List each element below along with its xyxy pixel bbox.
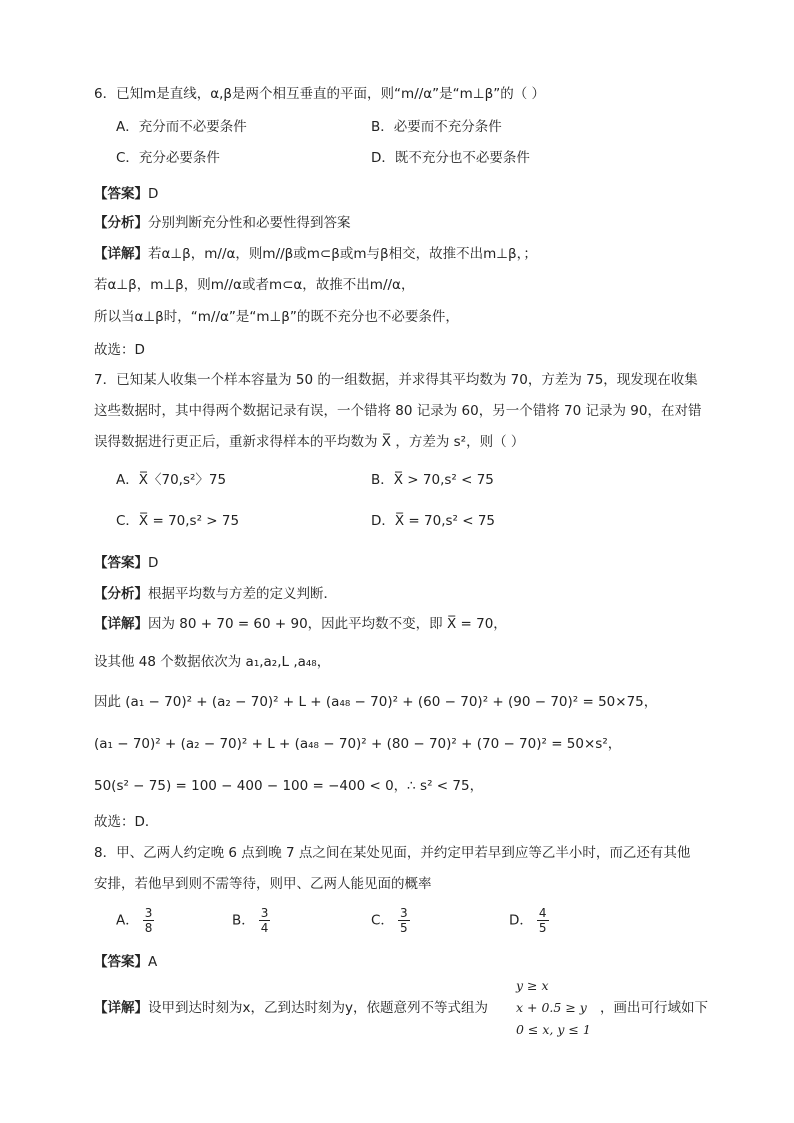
q7-detail-line-4: (a₁ − 70)² + (a₂ − 70)² + L + (a₄₈ − 70)² + (80 − 70)² + (70 − 70)² = 50×s²，	[94, 736, 622, 752]
analysis-text: 根据平均数与方差的定义判断．	[148, 586, 337, 602]
answer-tag: 【答案】	[94, 186, 148, 202]
answer-value: D	[148, 555, 159, 571]
detail-text: 若α⊥β，m//α，则m//β或m⊂β或m与β相交，故推不出m⊥β，；	[148, 246, 537, 262]
fraction-numerator: 3	[144, 906, 153, 920]
q6-option-c: C．充分必要条件	[116, 150, 220, 166]
q6-detail-line-1	[94, 244, 537, 264]
fraction-numerator: 3	[399, 906, 408, 920]
q7-choose: 故选：D．	[94, 814, 159, 830]
detail-tag: 【详解】	[94, 1000, 148, 1016]
q7-stem-line-3: 误得数据进行更正后，重新求得样本的平均数为 X̅ ，方差为 s²，则（ ）	[94, 434, 525, 450]
analysis-tag: 【分析】	[94, 215, 148, 231]
q6-detail-line-2: 若α⊥β，m⊥β，则m//α或者m⊂α，故推不出m//α，	[94, 277, 415, 293]
analysis-text: 分别判断充分性和必要性得到答案	[148, 215, 351, 231]
option-fraction	[537, 906, 549, 935]
q6-option-a: A．充分而不必要条件	[116, 119, 247, 135]
q6-detail-line-3: 所以当α⊥β时，“m//α”是“m⊥β”的既不充分也不必要条件，	[94, 309, 459, 325]
q7-detail-line-3: 因此 (a₁ − 70)² + (a₂ − 70)² + L + (a₄₈ − 70)² + (60 − 70)² + (90 − 70)² = 50×75，	[94, 694, 658, 710]
q6-stem: 6．已知m是直线，α,β是两个相互垂直的平面，则“m//α”是“m⊥β”的（ ）	[94, 86, 545, 102]
q8-stem-line-2: 安排，若他早到则不需等待，则甲、乙两人能见面的概率	[94, 876, 432, 892]
q6-choose: 故选：D	[94, 342, 145, 358]
answer-tag: 【答案】	[94, 555, 148, 571]
q6-answer	[94, 184, 158, 204]
q8-option-a	[116, 906, 154, 935]
analysis-tag: 【分析】	[94, 586, 148, 602]
answer-value: D	[148, 186, 159, 202]
q8-stem-line-1: 8．甲、乙两人约定晚 6 点到晚 7 点之间在某处见面，并约定甲若早到应等乙半小时，而乙还有其他	[94, 845, 691, 861]
option-label: B．	[232, 912, 255, 929]
inequality-3: 0 ≤ x, y ≤ 1	[516, 1022, 591, 1037]
detail-text: 设甲到达时刻为x，乙到达时刻为y，依题意列不等式组为	[148, 1000, 488, 1016]
option-fraction	[398, 906, 410, 935]
fraction-denominator: 8	[144, 921, 153, 935]
option-fraction	[259, 906, 271, 935]
q7-analysis	[94, 584, 337, 604]
q8-option-c	[371, 906, 410, 935]
fraction-numerator: 4	[538, 906, 547, 920]
detail-text: 因为 80 + 70 = 60 + 90，因此平均数不变，即 X̅ = 70，	[148, 616, 507, 632]
fraction-numerator: 3	[260, 906, 269, 920]
q7-answer	[94, 553, 158, 573]
detail-tag: 【详解】	[94, 246, 148, 262]
q6-analysis	[94, 213, 351, 233]
q7-option-a: A．X̅〈70,s²〉75	[116, 472, 227, 488]
q7-detail-line-5: 50(s² − 75) = 100 − 400 − 100 = −400 < 0，∴ s² < 75，	[94, 778, 484, 794]
q8-detail-line-1	[94, 998, 708, 1018]
q7-option-c: C．X̅ = 70,s² > 75	[116, 513, 240, 529]
q6-option-b: B．必要而不充分条件	[371, 119, 502, 135]
q7-option-d: D．X̅ = 70,s² < 75	[371, 513, 496, 529]
q7-option-b: B．X̅ > 70,s² < 75	[371, 472, 494, 488]
inequality-system	[516, 975, 591, 1041]
fraction-denominator: 4	[260, 921, 269, 935]
answer-value: A	[148, 954, 158, 970]
inequality-2: x + 0.5 ≥ y	[516, 1000, 587, 1015]
option-label: A．	[116, 912, 139, 929]
q7-stem-line-2: 这些数据时，其中得两个数据记录有误，一个错将 80 记录为 60，另一个错将 70 记录为 90，在对错	[94, 403, 702, 419]
q8-option-b	[232, 906, 270, 935]
q8-answer	[94, 952, 157, 972]
answer-tag: 【答案】	[94, 954, 148, 970]
option-label: C．	[371, 912, 394, 929]
detail-tag: 【详解】	[94, 616, 148, 632]
q7-stem-line-1: 7．已知某人收集一个样本容量为 50 的一组数据，并求得其平均数为 70，方差为 75，现发现在收集	[94, 372, 698, 388]
detail-text-end: ，画出可行域如下	[599, 1000, 708, 1016]
option-label: D．	[509, 912, 533, 929]
fraction-denominator: 5	[399, 921, 408, 935]
q7-detail-line-2: 设其他 48 个数据依次为 a₁,a₂,L ,a₄₈，	[94, 654, 331, 670]
q6-option-d: D．既不充分也不必要条件	[371, 150, 530, 166]
inequality-1: y ≥ x	[516, 978, 549, 993]
q8-option-d	[509, 906, 549, 935]
fraction-denominator: 5	[538, 921, 547, 935]
q7-detail-line-1	[94, 614, 507, 634]
option-fraction	[143, 906, 155, 935]
